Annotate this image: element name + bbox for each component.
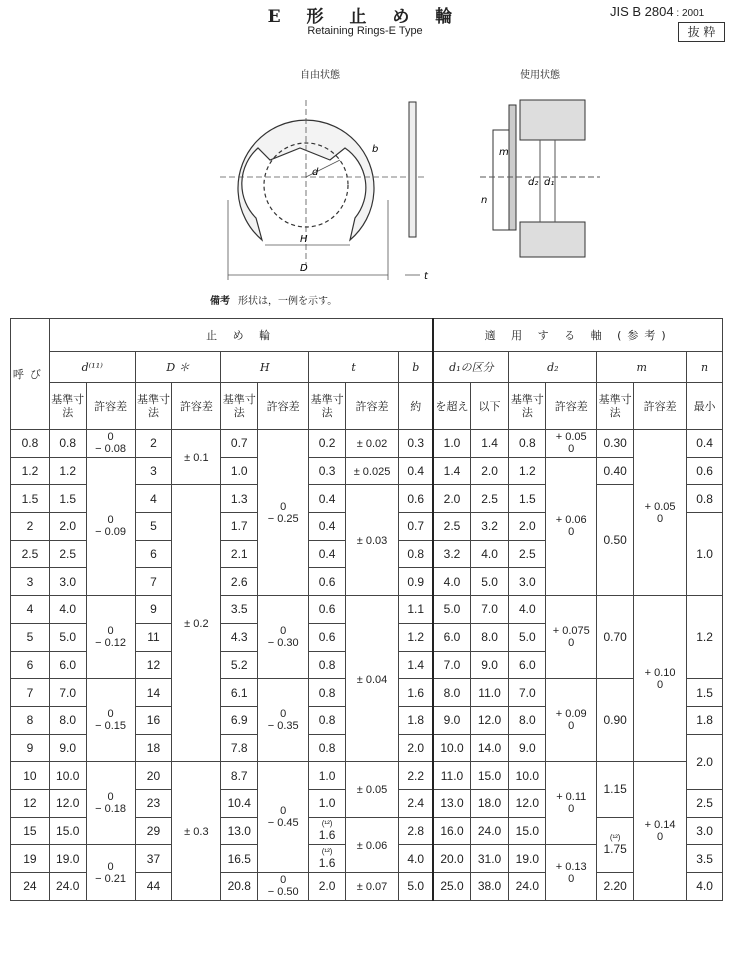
t-base: 0.4 <box>309 485 346 513</box>
b-approx: 0.7 <box>399 513 434 541</box>
nominal-size: 7 <box>11 679 50 707</box>
d-tolerance: 0 − 0.15 <box>86 679 135 762</box>
d1-over: 1.4 <box>433 457 470 485</box>
d1-under: 38.0 <box>470 873 509 901</box>
D-tolerance: ± 0.1 <box>172 430 221 485</box>
col-D: D ＊ <box>135 352 221 383</box>
d1-under: 4.0 <box>470 540 509 568</box>
d1-over: 8.0 <box>433 679 470 707</box>
m-base: 0.30 <box>597 430 634 458</box>
b-approx: 0.8 <box>399 540 434 568</box>
d2-base: 24.0 <box>509 873 546 901</box>
m-base: 0.70 <box>597 596 634 679</box>
d-base: 5.0 <box>49 623 86 651</box>
m-base: 0.90 <box>597 679 634 762</box>
H-tolerance: 0 − 0.30 <box>258 596 309 679</box>
m-tolerance: + 0.10 0 <box>634 596 687 762</box>
nominal-size: 24 <box>11 873 50 901</box>
d1-under: 3.2 <box>470 513 509 541</box>
d2-base: 3.0 <box>509 568 546 596</box>
d2-tolerance: + 0.06 0 <box>546 457 597 595</box>
d1-under: 9.0 <box>470 651 509 679</box>
d1-over: 13.0 <box>433 789 470 817</box>
b-approx: 2.0 <box>399 734 434 762</box>
D-base: 12 <box>135 651 172 679</box>
D-base: 37 <box>135 845 172 873</box>
dim-b: b <box>372 144 379 155</box>
m-base: 1.15 <box>597 762 634 817</box>
n-min: 2.5 <box>687 789 723 817</box>
D-base: 3 <box>135 457 172 485</box>
nominal-size: 0.8 <box>11 430 50 458</box>
free-state-label: 自由状態 <box>300 70 340 81</box>
sub-base: 基準寸法 <box>49 383 86 430</box>
d1-under: 2.0 <box>470 457 509 485</box>
H-base: 1.3 <box>221 485 258 513</box>
group-shaft: 適 用 す る 軸 (参考) <box>433 319 722 352</box>
ring-drawing <box>0 60 729 295</box>
t-base: 0.8 <box>309 651 346 679</box>
n-min: 2.0 <box>687 734 723 789</box>
d1-under: 31.0 <box>470 845 509 873</box>
d1-under: 7.0 <box>470 596 509 624</box>
n-min: 3.5 <box>687 845 723 873</box>
d-base: 3.0 <box>49 568 86 596</box>
t-base: 0.8 <box>309 706 346 734</box>
D-base: 16 <box>135 706 172 734</box>
b-approx: 4.0 <box>399 845 434 873</box>
t-base: 0.6 <box>309 568 346 596</box>
d2-tolerance: + 0.11 0 <box>546 762 597 845</box>
dim-m: m <box>499 147 509 158</box>
nominal-size: 10 <box>11 762 50 790</box>
dim-H: H <box>300 234 308 245</box>
sub-over: を超え <box>433 383 470 430</box>
d-base: 8.0 <box>49 706 86 734</box>
d1-over: 6.0 <box>433 623 470 651</box>
dim-t: t <box>424 271 428 282</box>
b-approx: 1.8 <box>399 706 434 734</box>
d1-over: 9.0 <box>433 706 470 734</box>
d1-under: 24.0 <box>470 817 509 845</box>
col-t: t <box>309 352 399 383</box>
n-min: 0.8 <box>687 485 723 513</box>
nominal-size: 1.5 <box>11 485 50 513</box>
n-min: 1.0 <box>687 513 723 596</box>
d-base: 7.0 <box>49 679 86 707</box>
d-base: 2.5 <box>49 540 86 568</box>
table-row <box>11 457 723 485</box>
sub-base: 基準寸法 <box>221 383 258 430</box>
m-tolerance: + 0.05 0 <box>634 430 687 596</box>
t-base: 0.8 <box>309 679 346 707</box>
ring-side-view <box>409 102 416 237</box>
sub-approx: 約 <box>399 383 434 430</box>
t-base: 0.3 <box>309 457 346 485</box>
D-base: 18 <box>135 734 172 762</box>
b-approx: 2.2 <box>399 762 434 790</box>
m-tolerance: + 0.14 0 <box>634 762 687 900</box>
d-tolerance: 0 − 0.09 <box>86 457 135 595</box>
nominal-size: 12 <box>11 789 50 817</box>
b-approx: 0.3 <box>399 430 434 458</box>
t-base: 0.4 <box>309 513 346 541</box>
d-tolerance: 0 − 0.21 <box>86 845 135 900</box>
t-tolerance: ± 0.04 <box>345 596 398 762</box>
col-n: n <box>687 352 723 383</box>
figure-note: 備考 形状は，一例を示す。 <box>210 296 338 307</box>
t-tolerance: ± 0.07 <box>345 873 398 901</box>
t-base: 0.8 <box>309 734 346 762</box>
H-base: 6.1 <box>221 679 258 707</box>
t-base: 1.0 <box>309 789 346 817</box>
b-approx: 1.2 <box>399 623 434 651</box>
d1-under: 14.0 <box>470 734 509 762</box>
table-row <box>11 430 723 458</box>
H-base: 10.4 <box>221 789 258 817</box>
H-base: 7.8 <box>221 734 258 762</box>
shaft-assembly <box>480 100 600 257</box>
D-base: 29 <box>135 817 172 845</box>
H-base: 16.5 <box>221 845 258 873</box>
sub-tol: 許容差 <box>258 383 309 430</box>
t-base: 2.0 <box>309 873 346 901</box>
d2-base: 2.0 <box>509 513 546 541</box>
d2-base: 9.0 <box>509 734 546 762</box>
H-base: 20.8 <box>221 873 258 901</box>
m-base: 2.20 <box>597 873 634 901</box>
d2-tolerance: + 0.09 0 <box>546 679 597 762</box>
d2-base: 1.5 <box>509 485 546 513</box>
standard-number: JIS B 2804 : 2001 <box>610 4 705 19</box>
d2-base: 7.0 <box>509 679 546 707</box>
d1-over: 16.0 <box>433 817 470 845</box>
n-min: 1.2 <box>687 596 723 679</box>
t-base: 0.4 <box>309 540 346 568</box>
d-base: 2.0 <box>49 513 86 541</box>
D-base: 44 <box>135 873 172 901</box>
b-approx: 2.8 <box>399 817 434 845</box>
dim-n: n <box>481 195 488 206</box>
col-d1: d₁の区分 <box>433 352 509 383</box>
d1-under: 5.0 <box>470 568 509 596</box>
d2-tolerance: + 0.075 0 <box>546 596 597 679</box>
t-tolerance: ± 0.025 <box>345 457 398 485</box>
d-base: 1.2 <box>49 457 86 485</box>
nominal-size: 15 <box>11 817 50 845</box>
H-tolerance: 0 − 0.45 <box>258 762 309 873</box>
d2-base: 1.2 <box>509 457 546 485</box>
b-approx: 1.1 <box>399 596 434 624</box>
d-base: 15.0 <box>49 817 86 845</box>
col-nominal: 呼び <box>11 319 50 430</box>
dim-d1: d₁ <box>544 177 555 188</box>
sub-base: 基準寸法 <box>509 383 546 430</box>
n-min: 1.5 <box>687 679 723 707</box>
nominal-size: 2 <box>11 513 50 541</box>
document-subtitle: Retaining Rings-E Type <box>307 25 423 37</box>
H-base: 2.1 <box>221 540 258 568</box>
D-tolerance: ± 0.3 <box>172 762 221 900</box>
d1-over: 3.2 <box>433 540 470 568</box>
d-base: 4.0 <box>49 596 86 624</box>
b-approx: 0.4 <box>399 457 434 485</box>
nominal-size: 5 <box>11 623 50 651</box>
d1-under: 2.5 <box>470 485 509 513</box>
col-H: H <box>221 352 309 383</box>
H-tolerance: 0 − 0.50 <box>258 873 309 901</box>
n-min: 3.0 <box>687 817 723 845</box>
sub-tol: 許容差 <box>345 383 398 430</box>
t-base: 0.6 <box>309 596 346 624</box>
d2-base: 4.0 <box>509 596 546 624</box>
H-base: 2.6 <box>221 568 258 596</box>
sub-base: 基準寸法 <box>597 383 634 430</box>
D-base: 20 <box>135 762 172 790</box>
d1-over: 10.0 <box>433 734 470 762</box>
col-d: d⁽¹¹⁾ <box>49 352 135 383</box>
b-approx: 5.0 <box>399 873 434 901</box>
d2-tolerance: + 0.13 0 <box>546 845 597 900</box>
t-tolerance: ± 0.02 <box>345 430 398 458</box>
d2-base: 15.0 <box>509 817 546 845</box>
t-tolerance: ± 0.03 <box>345 485 398 596</box>
d2-base: 2.5 <box>509 540 546 568</box>
H-base: 1.0 <box>221 457 258 485</box>
m-base: (¹²) 1.75 <box>597 817 634 872</box>
D-base: 23 <box>135 789 172 817</box>
table-row <box>11 762 723 790</box>
col-m: m <box>597 352 687 383</box>
t-base: (¹²) 1.6 <box>309 817 346 845</box>
nominal-size: 9 <box>11 734 50 762</box>
d-base: 12.0 <box>49 789 86 817</box>
b-approx: 2.4 <box>399 789 434 817</box>
dim-D: D <box>300 263 308 274</box>
d-base: 19.0 <box>49 845 86 873</box>
d1-over: 5.0 <box>433 596 470 624</box>
H-base: 0.7 <box>221 430 258 458</box>
sub-tol: 許容差 <box>546 383 597 430</box>
d2-base: 0.8 <box>509 430 546 458</box>
d-base: 6.0 <box>49 651 86 679</box>
t-tolerance: ± 0.06 <box>345 817 398 872</box>
H-base: 1.7 <box>221 513 258 541</box>
H-base: 8.7 <box>221 762 258 790</box>
D-base: 9 <box>135 596 172 624</box>
t-base: 0.2 <box>309 430 346 458</box>
D-base: 4 <box>135 485 172 513</box>
d2-base: 12.0 <box>509 789 546 817</box>
b-approx: 0.9 <box>399 568 434 596</box>
dim-d: d <box>312 167 319 178</box>
b-approx: 1.6 <box>399 679 434 707</box>
col-d2: d₂ <box>509 352 597 383</box>
sub-tol: 許容差 <box>634 383 687 430</box>
dim-d2: d₂ <box>528 177 539 188</box>
D-base: 2 <box>135 430 172 458</box>
H-tolerance: 0 − 0.35 <box>258 679 309 762</box>
d-base: 0.8 <box>49 430 86 458</box>
d-base: 24.0 <box>49 873 86 901</box>
d2-base: 19.0 <box>509 845 546 873</box>
d1-under: 15.0 <box>470 762 509 790</box>
d1-under: 18.0 <box>470 789 509 817</box>
d2-base: 5.0 <box>509 623 546 651</box>
d1-under: 8.0 <box>470 623 509 651</box>
n-min: 1.8 <box>687 706 723 734</box>
t-base: (¹²) 1.6 <box>309 845 346 873</box>
D-tolerance: ± 0.2 <box>172 485 221 762</box>
d2-tolerance: + 0.05 0 <box>546 430 597 458</box>
H-base: 13.0 <box>221 817 258 845</box>
table-row <box>11 596 723 624</box>
d-base: 10.0 <box>49 762 86 790</box>
d2-base: 6.0 <box>509 651 546 679</box>
d-base: 9.0 <box>49 734 86 762</box>
nominal-size: 8 <box>11 706 50 734</box>
nominal-size: 3 <box>11 568 50 596</box>
t-tolerance: ± 0.05 <box>345 762 398 817</box>
use-state-label: 使用状態 <box>520 70 560 81</box>
nominal-size: 2.5 <box>11 540 50 568</box>
d1-over: 7.0 <box>433 651 470 679</box>
d1-over: 20.0 <box>433 845 470 873</box>
b-approx: 0.6 <box>399 485 434 513</box>
t-base: 0.6 <box>309 623 346 651</box>
sub-under: 以下 <box>470 383 509 430</box>
d1-over: 11.0 <box>433 762 470 790</box>
n-min: 0.6 <box>687 457 723 485</box>
D-base: 11 <box>135 623 172 651</box>
n-min: 0.4 <box>687 430 723 458</box>
col-b: b <box>399 352 434 383</box>
excerpt-badge: 抜 粋 <box>678 22 725 42</box>
m-base: 0.50 <box>597 485 634 596</box>
d1-over: 1.0 <box>433 430 470 458</box>
D-base: 14 <box>135 679 172 707</box>
sub-tol: 許容差 <box>172 383 221 430</box>
nominal-size: 1.2 <box>11 457 50 485</box>
H-tolerance: 0 − 0.25 <box>258 430 309 596</box>
d-tolerance: 0 − 0.18 <box>86 762 135 845</box>
d1-over: 2.5 <box>433 513 470 541</box>
spec-table <box>10 318 723 901</box>
H-base: 5.2 <box>221 651 258 679</box>
d2-base: 10.0 <box>509 762 546 790</box>
D-base: 6 <box>135 540 172 568</box>
nominal-size: 6 <box>11 651 50 679</box>
D-base: 7 <box>135 568 172 596</box>
n-min: 4.0 <box>687 873 723 901</box>
d-tolerance: 0 − 0.08 <box>86 430 135 458</box>
b-approx: 1.4 <box>399 651 434 679</box>
H-base: 6.9 <box>221 706 258 734</box>
sub-tol: 許容差 <box>86 383 135 430</box>
m-base: 0.40 <box>597 457 634 485</box>
nominal-size: 4 <box>11 596 50 624</box>
group-ring: 止 め 輪 <box>49 319 433 352</box>
t-base: 1.0 <box>309 762 346 790</box>
sub-base: 基準寸法 <box>309 383 346 430</box>
sub-min: 最小 <box>687 383 723 430</box>
d1-under: 1.4 <box>470 430 509 458</box>
nominal-size: 19 <box>11 845 50 873</box>
d1-over: 4.0 <box>433 568 470 596</box>
d-tolerance: 0 − 0.12 <box>86 596 135 679</box>
d1-under: 11.0 <box>470 679 509 707</box>
D-base: 5 <box>135 513 172 541</box>
d2-base: 8.0 <box>509 706 546 734</box>
d1-over: 25.0 <box>433 873 470 901</box>
d1-under: 12.0 <box>470 706 509 734</box>
H-base: 4.3 <box>221 623 258 651</box>
H-base: 3.5 <box>221 596 258 624</box>
document-title: E 形 止 め 輪 <box>267 7 463 27</box>
d-base: 1.5 <box>49 485 86 513</box>
sub-base: 基準寸法 <box>135 383 172 430</box>
d1-over: 2.0 <box>433 485 470 513</box>
